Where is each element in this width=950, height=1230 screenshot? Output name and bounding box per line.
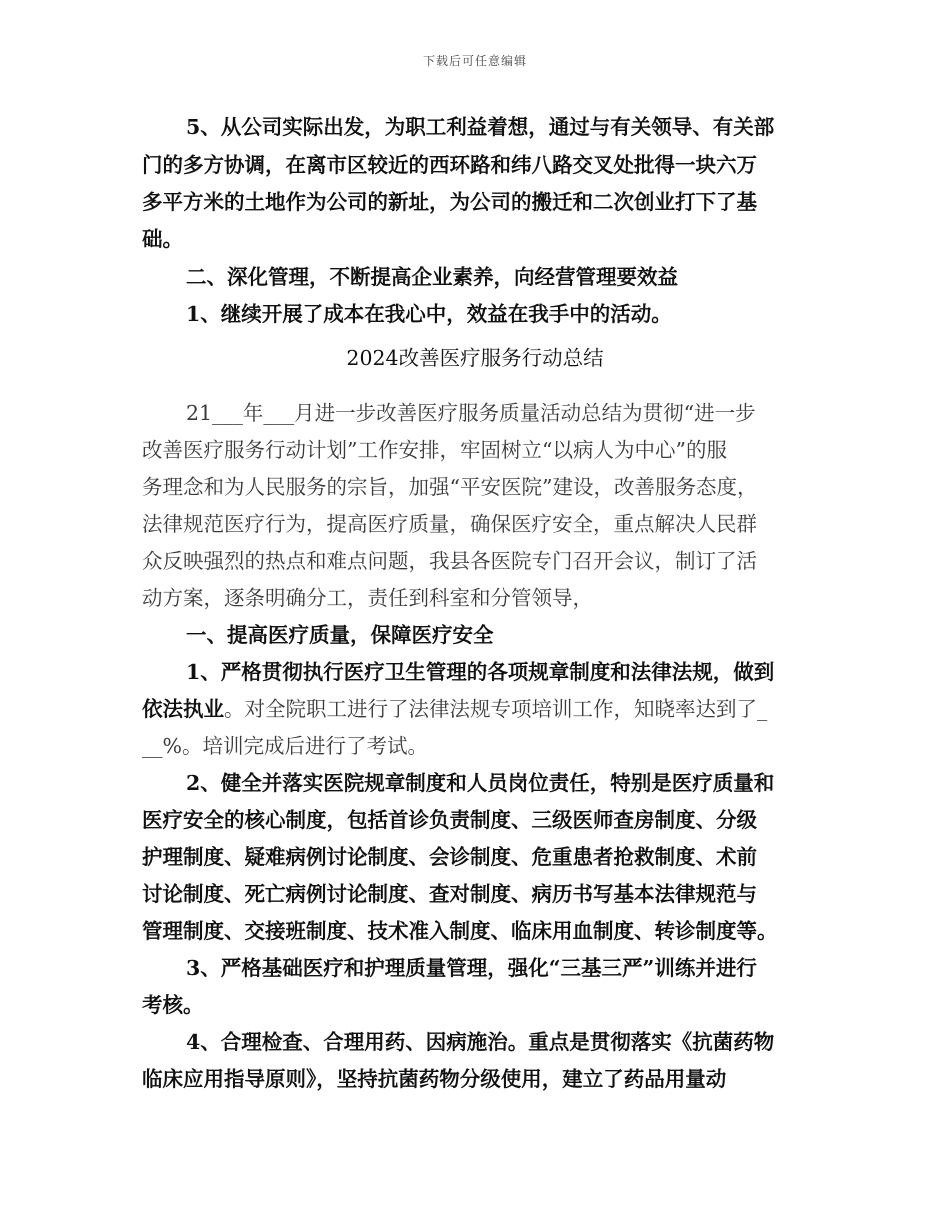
paragraph-line: 管理制度、交接班制度、技术准入制度、临床用血制度、转诊制度等。	[142, 919, 778, 943]
page-header: 下载后可任意编辑	[422, 54, 527, 68]
paragraph-line: 改善医疗服务行动计划”工作安排，牢固树立“以病人为中心”的服	[142, 438, 727, 462]
paragraph-line: __%。培训完成后进行了考试。	[142, 734, 428, 758]
section-heading: 一、提高医疗质量，保障医疗安全	[186, 623, 494, 647]
paragraph-line	[142, 699, 767, 720]
paragraph-line: 1、严格贯彻执行医疗卫生管理的各项规章制度和法律法规，做到	[186, 660, 775, 684]
paragraph-line: 门的多方协调，在离市区较近的西环路和纬八路交叉处批得一块六万	[142, 153, 757, 177]
paragraph-line: 1、继续开展了成本在我心中，效益在我手中的活动。	[186, 302, 672, 326]
paragraph-line: 3、严格基础医疗和护理质量管理，强化“三基三严”训练并进行	[186, 956, 757, 980]
paragraph-line: 众反映强烈的热点和难点问题，我县各医院专门召开会议，制订了活	[142, 549, 757, 573]
paragraph-line: 讨论制度、死亡病例讨论制度、查对制度、病历书写基本法律规范与	[142, 882, 757, 906]
paragraph-line: 多平方米的土地作为公司的新址，为公司的搬迁和二次创业打下了基	[142, 190, 757, 214]
paragraph-line: 础。	[142, 227, 183, 251]
bold-phrase: 依法执业	[142, 697, 224, 721]
paragraph-line: 21___年___月进一步改善医疗服务质量活动总结为贯彻“进一步	[186, 401, 756, 425]
paragraph-line: 动方案，逐条明确分工，责任到科室和分管领导，	[142, 586, 593, 610]
document-title: 2024改善医疗服务行动总结	[346, 346, 604, 370]
paragraph-line: 4、合理检查、合理用药、因病施治。重点是贯彻落实《抗菌药物	[186, 1030, 775, 1054]
plain-phrase: 。对全院职工进行了法律法规专项培训工作，知晓率达到了_	[224, 697, 768, 721]
paragraph-line: 2、健全并落实医院规章制度和人员岗位责任，特别是医疗质量和	[186, 771, 775, 795]
paragraph-line: 考核。	[142, 993, 204, 1017]
paragraph-line: 5、从公司实际出发，为职工利益着想，通过与有关领导、有关部	[186, 115, 775, 139]
paragraph-line: 临床应用指导原则》，坚持抗菌药物分级使用，建立了药品用量动	[142, 1067, 727, 1091]
paragraph-line: 护理制度、疑难病例讨论制度、会诊制度、危重患者抢救制度、术前	[142, 845, 757, 869]
paragraph-line: 法律规范医疗行为，提高医疗质量，确保医疗安全，重点解决人民群	[142, 512, 757, 536]
paragraph-line: 医疗安全的核心制度，包括首诊负责制度、三级医师查房制度、分级	[142, 808, 757, 832]
section-heading: 二、深化管理，不断提高企业素养，向经营管理要效益	[186, 265, 678, 289]
paragraph-line: 务理念和为人民服务的宗旨，加强“平安医院”建设，改善服务态度，	[142, 475, 758, 499]
